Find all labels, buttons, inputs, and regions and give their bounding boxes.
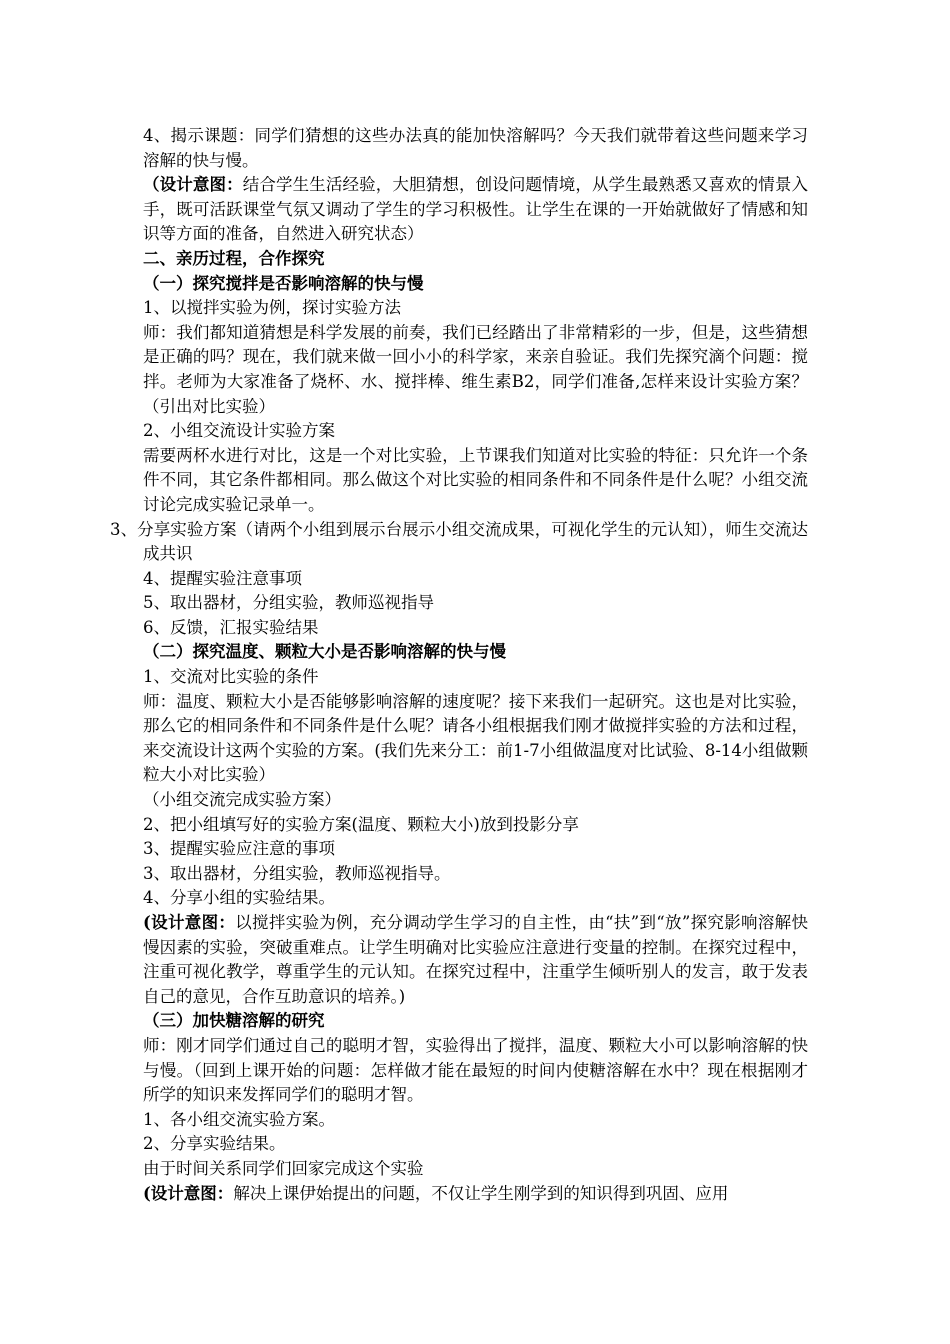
teacher-speech-3: 师：刚才同学们通过自己的聪明才智，实验得出了搅拌，温度、颗粒大小可以影响溶解的快与慢。（回到上课开始的问题：怎样做才能在最短的时间内使糖溶解在水中？现在根据刚才所学的知识来发挥同学们的聪明才智。 xyxy=(143,1035,808,1105)
step-1-6: 6、反馈，汇报实验结果 xyxy=(143,617,319,637)
design-intent-text: 结合学生生活经验，大胆猜想，创设问题情境，从学生最熟悉又喜欢的情景入手，既可活跃课堂气氛又调动了学生的学习积极性。让学生在课的一开始就做好了情感和知识等方面的准备，自然进入研究状态） xyxy=(143,175,809,244)
paragraph-contrast-experiment: 需要两杯水进行对比，这是一个对比实验，上节课我们知道对比实验的特征：只允许一个条件不同，其它条件都相同。那么做这个对比实验的相同条件和不同条件是什么呢？小组交流讨论完成实验记录单一。 xyxy=(143,445,808,514)
step-1-1: 1、以搅拌实验为例，探讨实验方法 xyxy=(143,298,401,318)
step-1-3: 3、分享实验方案（请两个小组到展示台展示小组交流成果，可视化学生的元认知），师生交流达成共识 xyxy=(110,519,808,564)
document-page xyxy=(110,124,809,1206)
subsection-heading-3: （三）加快糖溶解的研究 xyxy=(143,1011,325,1031)
section-heading-2: 二、亲历过程，合作探究 xyxy=(143,248,325,268)
step-2-4: 4、分享小组的实验结果。 xyxy=(143,888,335,908)
design-intent-label: (设计意图： xyxy=(143,913,236,932)
design-intent-label: （设计意图： xyxy=(143,175,243,195)
homework-note: 由于时间关系同学们回家完成这个实验 xyxy=(143,1158,424,1178)
step-2-2: 2、把小组填写好的实验方案(温度、颗粒大小)放到投影分享 xyxy=(143,814,579,834)
design-intent-3 xyxy=(143,1182,808,1207)
step-2-3b: 3、取出器材，分组实验，教师巡视指导。 xyxy=(143,863,451,883)
step-3-2: 2、分享实验结果。 xyxy=(143,1134,286,1154)
subsection-heading-1: （一）探究搅拌是否影响溶解的快与慢 xyxy=(143,273,424,293)
step-1-4: 4、提醒实验注意事项 xyxy=(143,568,302,588)
step-1-2: 2、小组交流设计实验方案 xyxy=(143,421,335,441)
design-intent-2 xyxy=(143,911,808,1009)
design-intent-1 xyxy=(143,173,808,247)
teacher-speech-1: 师：我们都知道猜想是科学发展的前奏，我们已经踏出了非常精彩的一步，但是，这些猜想是正确的吗？现在，我们就来做一回小小的科学家，来亲自验证。我们先探究滴个问题：搅拌。老师为大家准备了烧杯、水、搅拌棒、维生素B2，同学们准备,怎样来设计实验方案？（引出对比实验） xyxy=(143,322,808,416)
step-2-1: 1、交流对比实验的条件 xyxy=(143,667,319,687)
step-1-5: 5、取出器材，分组实验，教师巡视指导 xyxy=(143,593,434,613)
design-intent-label: (设计意图： xyxy=(143,1183,234,1203)
paragraph-reveal-topic: 4、揭示课题：同学们猜想的这些办法真的能加快溶解吗？今天我们就带着这些问题来学习溶解的快与慢。 xyxy=(143,126,808,170)
step-2-3: 3、提醒实验应注意的事项 xyxy=(143,839,335,859)
subsection-heading-2: （二）探究温度、颗粒大小是否影响溶解的快与慢 xyxy=(143,642,506,662)
teacher-speech-2: 师：温度、颗粒大小是否能够影响溶解的速度呢？接下来我们一起研究。这也是对比实验，那么它的相同条件和不同条件是什么呢？请各小组根据我们刚才做搅拌实验的方法和过程，来交流设计这两个实验的方案。(我们先来分工：前1-7小组做温度对比试验、8-14小组做颗粒大小对比实验） xyxy=(143,691,808,785)
group-discussion-note: （小组交流完成实验方案） xyxy=(143,790,341,810)
design-intent-text: 解决上课伊始提出的问题，不仅让学生刚学到的知识得到巩固、应用 xyxy=(233,1183,729,1203)
step-3-1: 1、各小组交流实验方案。 xyxy=(143,1109,335,1129)
design-intent-text: 以搅拌实验为例，充分调动学生学习的自主性，由“扶”到“放”探究影响溶解快慢因素的实验，突破重难点。让学生明确对比实验应注意进行变量的控制。在探究过程中，注重可视化教学，尊重学生的元认知。在探究过程中，注重学生倾听别人的发言，敢于发表自己的意见，合作互助意识的培养。) xyxy=(143,913,808,1006)
